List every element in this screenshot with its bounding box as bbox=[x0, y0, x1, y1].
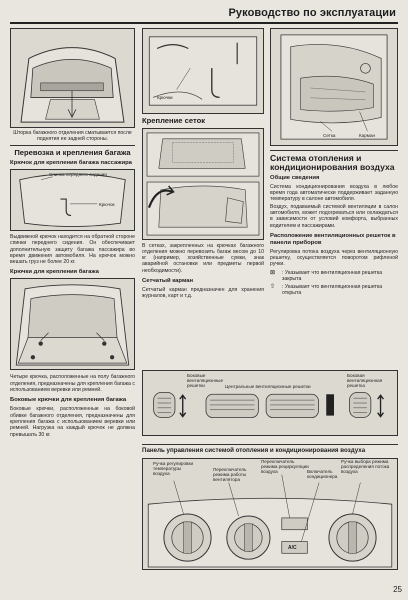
general-info-text-1: Система кондиционирования воздуха в любое время года автоматически поддерживает заданную температуру в салоне автомобиля. bbox=[270, 183, 398, 203]
vent-location-text: Регулировка потока воздуха через вентиляционную решетку, осуществляется поворотом рифленой ручки. bbox=[270, 248, 398, 268]
trunk-cover-illustration bbox=[10, 28, 135, 128]
mesh-pocket-text: Сетчатый карман предназначен для хранения журналов, карт и т.д. bbox=[142, 287, 264, 300]
center-vents-label: Центральные вентиляционные решетки bbox=[225, 384, 311, 389]
floor-hooks-illustration bbox=[10, 278, 135, 370]
section-divider bbox=[270, 150, 398, 151]
control-panel-section bbox=[142, 442, 398, 456]
luggage-section-title: Перевозка и крепления багажа bbox=[14, 148, 131, 158]
door-pocket-drawing bbox=[271, 29, 397, 145]
vent-open-icon: ⇧ bbox=[270, 283, 276, 290]
net-hooks-drawing bbox=[143, 29, 263, 113]
recirc-switch-label: Переключатель режима рециркуляции воздуха bbox=[261, 459, 309, 474]
side-vent-label: Боковая вентиляционная решетка bbox=[347, 373, 383, 388]
floor-hooks-text: Четыре крючка, расположенные на полу багажного отделения, предназначены для крепления багажа с использованием веревки или ремней. bbox=[10, 374, 135, 394]
net-hooks-illustration bbox=[142, 28, 264, 114]
page-header-title: Руководство по эксплуатации bbox=[228, 7, 396, 19]
net-label: Сетка bbox=[323, 133, 336, 138]
dash-vents-illustration bbox=[142, 370, 398, 436]
general-info-text-2: Воздух, подаваемый системой вентиляции в салон автомобиля, может подогреваться или охлаждаться в зависимости от условий комфорта, выбранных водителем и пассажирами. bbox=[270, 203, 398, 229]
general-info-subtitle: Общие сведения bbox=[270, 174, 320, 181]
legend-closed bbox=[270, 270, 398, 282]
trunk-cover-drawing bbox=[11, 29, 134, 127]
column-middle bbox=[142, 28, 264, 300]
passenger-hook-subtitle: Крючок для крепления багажа пассажира bbox=[10, 160, 132, 166]
hvac-section-title: Система отопления и кондиционирования воздуха bbox=[270, 153, 395, 173]
net-section-title: Крепление сеток bbox=[142, 116, 206, 125]
pocket-label: Карман bbox=[359, 133, 376, 138]
control-panel-illustration bbox=[142, 458, 398, 570]
mode-knob-label: Ручка выбора режима распределения потока воздуха bbox=[341, 459, 390, 474]
cargo-nets-drawing bbox=[143, 129, 263, 239]
ac-button-text: A/C bbox=[288, 545, 297, 551]
legend-open-text: : Указывает что вентиляционная решетка открыта bbox=[282, 283, 383, 296]
vent-location-subtitle: Расположение вентиляционных решеток в панели приборов bbox=[270, 232, 396, 246]
seat-hook-drawing bbox=[11, 170, 134, 230]
page-number: 25 bbox=[393, 585, 402, 594]
section-divider bbox=[142, 444, 398, 445]
floor-hooks-drawing bbox=[11, 279, 134, 369]
door-pocket-illustration bbox=[270, 28, 398, 146]
hook-label: Крючок bbox=[99, 202, 115, 207]
trunk-cover-caption: Шторка багажного отделения сматывается после поднятия ее задней стороны. bbox=[13, 130, 132, 143]
legend-open bbox=[270, 284, 398, 296]
hooks-label: Крючки bbox=[157, 95, 173, 100]
mesh-pocket-subtitle: Сетчатый карман bbox=[142, 278, 194, 285]
floor-hooks-subtitle: Крючки для крепления багажа bbox=[10, 269, 99, 276]
control-panel-title: Панель управления системой отопления и кондиционирования воздуха bbox=[142, 447, 366, 454]
side-vents-label: Боковые вентиляционные решетки bbox=[187, 373, 224, 388]
side-hooks-text: Боковые крючки, расположенные на боковой обивке багажного отделения, предназначены для крепления багажа с использованием веревки или ремней. Нагрузка на каждый крючок не должна превышать 30 кг. bbox=[10, 406, 135, 438]
passenger-hook-text: Выдвижной крючок находится на обратной стороне спинки переднего сидения. Он обеспечивает дополнительную защиту багажа пассажира во время движения автомобиля. На крючок можно вешать груз не более 20 кг. bbox=[10, 234, 135, 266]
side-hooks-subtitle: Боковые крючки для крепления багажа bbox=[10, 397, 127, 404]
page-header bbox=[10, 6, 398, 24]
ac-switch-label: Включатель кондиционера bbox=[307, 469, 338, 479]
column-right bbox=[270, 28, 398, 298]
fan-switch-label: Переключатель режима работы вентилятора bbox=[213, 467, 247, 482]
section-divider bbox=[10, 145, 135, 146]
legend-closed-text: : Указывает что вентиляционная решетка закрыта bbox=[282, 269, 383, 282]
net-text: В сетках, закрепленных на крючках багажного отделения можно перевозить багаж весом до 10 кг (например, хозяйственные сумки, знак аварийной остановки или предметы первой необходимости). bbox=[142, 242, 264, 274]
temp-knob-label: Ручка регулировки температуры воздуха bbox=[153, 461, 194, 476]
cargo-nets-illustration bbox=[142, 128, 264, 240]
vent-closed-icon: ⊠ bbox=[270, 269, 276, 276]
passenger-hook-illustration bbox=[10, 169, 135, 231]
seatback-label: Спинка переднего сидения bbox=[49, 172, 107, 177]
column-left bbox=[10, 28, 135, 438]
